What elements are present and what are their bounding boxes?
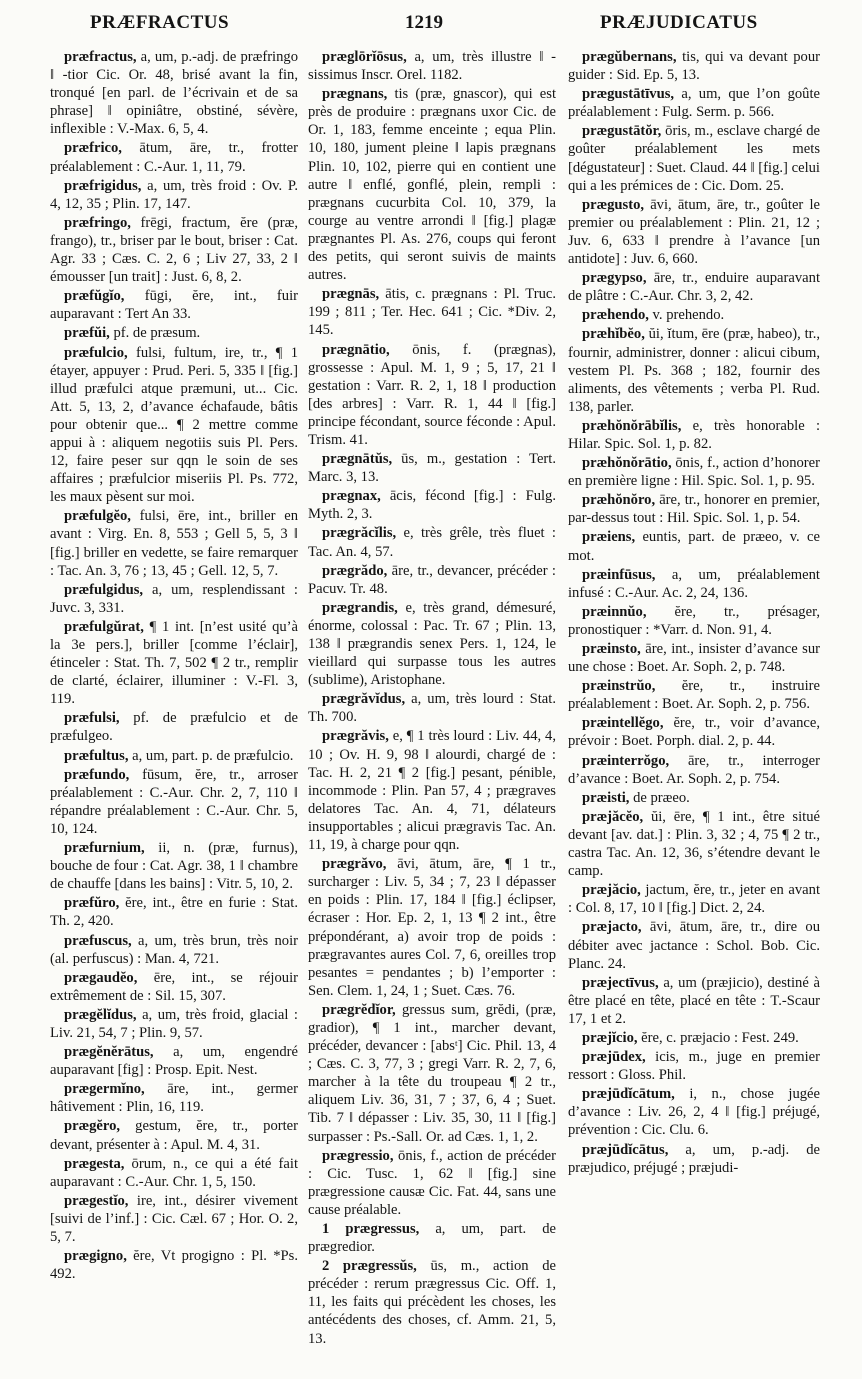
entry-definition: e, ¶ 1 très lourd : Liv. 44, 4, 10 ; Ov. H. 9, 98 ǁ alourdi, chargé de : Tac. H. 2, 21 ¶ 2 [fig.] pesant, pénible, incommode : Plin. Pan 57, 4 ; prægraves delatores Tac. An. 4, 71, délateurs insupportables ; alicui prægravis Tac. An. 11, 19, à charge pour qqn. [308,728,556,854]
dictionary-entry [50,1155,298,1191]
entry-definition: a, um, très froid, glacial : Liv. 21, 54, 7 ; Plin. 9, 57. [50,1006,298,1041]
dictionary-entry [568,918,820,972]
entry-definition: a, um, p.-adj. de præfringo ǁ -tior Cic. Or. 48, brisé avant la fin, tronqué [en parl. de l’écrivain et de sa phrase] ǁ opiniâtre, obstiné, sévère, inflexible : V.-Max. 6, 5, 4. [50,49,298,138]
entry-headword: prægressio, [322,1147,394,1164]
entry-headword: prægnans, [322,86,388,103]
entry-headword: præjăcio, [582,882,641,899]
dictionary-entry [568,789,820,807]
entry-headword: præinterrŏgo, [582,752,670,769]
entry-definition: tis (præ, gnascor), qui est près de produire : prægnans uxor Cic. de Or. 1, 183, femme enceinte ; equa Plin. 10, 180, jument pleine ǁ lapis prægnans Plin. 10, 102, pierre qui en contient une autre ǁ enflé, gonflé, plein, rempli : prægnans cucurbita Col. 10, 379, la courge au ventre arrondi ǁ [fig.] plagæ prægnantes Pl. As. 276, coups qui feront des petits, qui seront suivis de maints autres. [308,86,556,284]
dictionary-entry [50,709,298,745]
dictionary-entry [50,344,298,507]
entry-headword: prægesta, [64,1155,125,1172]
dictionary-entry [50,177,298,213]
dictionary-entry [568,808,820,880]
column-1 [50,48,298,1370]
entry-definition: ĕre, c. præjacio : Fest. 249. [637,1029,799,1046]
dictionary-entry [50,747,298,765]
dictionary-entry [568,1141,820,1177]
entry-headword: prægnātŭs, [322,451,393,468]
dictionary-entry [568,85,820,121]
entry-definition: ¶ 1 int. [n’est usité qu’à la 3e pers.], briller [comme l’éclair], étinceler : Stat. Th. 7, 502 ¶ 2 tr., remplir de clarté, éclairer, illuminer : V.-Fl. 3, 119. [50,618,298,708]
entry-definition: āre, tr., enduire auparavant de plâtre : C.-Aur. Chr. 3, 2, 42. [568,270,820,305]
entry-headword: prægrandis, [322,599,398,616]
dictionary-entry [50,894,298,930]
entry-definition: i, n., chose jugée d’avance : Liv. 26, 2, 4 ǁ [fig.] préjugé, prévention : Cic. Clu. 6. [568,1086,820,1139]
dictionary-entry [308,48,556,84]
entry-definition: a, um, préalablement infusé : C.-Aur. Ac. 2, 24, 136. [568,566,820,601]
entry-definition: ĕre, tr., instruire préalablement : Boet. Ar. Soph. 2, p. 756. [568,678,820,713]
entry-headword: prægrăvis, [322,728,389,745]
entry-definition: a, um, que l’on goûte préalablement : Fulg. Serm. p. 566. [568,86,820,121]
dictionary-entry [308,727,556,854]
dictionary-entry [50,48,298,138]
entry-headword: prægigno, [64,1248,127,1265]
dictionary-entry [50,839,298,893]
dictionary-entry [50,581,298,617]
column-2 [308,48,556,1370]
entry-headword: prægĕlĭdus, [64,1006,137,1023]
entry-headword: præfŭro, [64,895,120,912]
entry-headword: præfundo, [64,766,130,783]
dictionary-entry [50,1247,298,1283]
dictionary-entry [50,932,298,968]
entry-headword: præfrigidus, [64,177,142,194]
entry-definition: a, um, p.-adj. de præjudico, préjugé ; præjudi- [568,1141,820,1176]
entry-definition: gestum, ĕre, tr., porter devant, présenter à : Apul. M. 4, 31. [50,1118,298,1153]
entry-headword: prægnax, [322,488,381,505]
entry-headword: prægaudĕo, [64,969,138,986]
entry-headword: præinnŭo, [582,603,647,620]
dictionary-entry [50,324,298,342]
dictionary-entry [568,196,820,268]
entry-headword: prægustātŏr, [582,123,662,140]
dictionary-entry [568,603,820,639]
dictionary-entry [568,417,820,453]
dictionary-entry [50,1043,298,1079]
running-head [0,12,862,42]
entry-definition: fulsi, ēre, int., briller en avant : Virg. En. 8, 553 ; Gell 5, 5, 3 ǁ [fig.] briller en vedette, se faire remarquer : Tac. An. 3, 76 ; 13, 45 ; Gell. 12, 5, 7. [50,508,298,579]
entry-headword: 2 prægressŭs, [322,1258,417,1275]
dictionary-entry [308,562,556,598]
entry-definition: jactum, ĕre, tr., jeter en avant : Col. 8, 17, 10 ǁ [fig.] Dict. 2, 24. [568,882,820,917]
entry-headword: præhŏnŏrātio, [582,455,672,472]
entry-definition: ĕre, int., être en furie : Stat. Th. 2, 420. [50,895,298,930]
entry-definition: ōnis, f., action de précéder : Cic. Tusc. 1, 62 ǁ [fig.] sine prægressione causæ Cic. Fat. 44, sans une cause préalable. [308,1147,556,1218]
entry-definition: gressus sum, grĕdi, (præ, gradior), ¶ 1 int., marcher devant, précéder, devancer : [absᵗ] Cic. Phil. 13, 4 ; Cæs. C. 3, 77, 3 ; gregi Varr. R. 2, 7, 6, marcher à la tête du troupeau ¶ 2 tr., aliquem Liv. 36, 31, 7 ; 37, 6, 4 ; Suet. Tib. 7 ǁ dépasser : Liv. 35, 30, 11 ǁ [fig.] surpasser : Ps.-Sall. Or. ad Cæs. 1, 1, 2. [308,1001,556,1145]
entry-headword: præfulgĕo, [64,508,131,525]
dictionary-entry [568,491,820,527]
entry-headword: præfurnium, [64,840,145,857]
dictionary-entry [308,450,556,486]
entry-headword: præhŏnŏrābĭlis, [582,417,682,434]
entry-definition: a, um, très illustre ǁ -sissimus Inscr. Orel. 1182. [308,49,556,84]
dictionary-entry [568,640,820,676]
entry-headword: præglōrĭōsus, [322,49,407,65]
entry-definition: ācis, fécond [fig.] : Fulg. Myth. 2, 3. [308,488,556,523]
entry-definition: a, um, part. de prægredior. [308,1221,556,1256]
dictionary-entry [568,974,820,1028]
entry-headword: prægustātīvus, [582,86,675,103]
entry-headword: prægnātio, [322,341,390,358]
entry-definition: ātum, āre, tr., frotter préalablement : C.-Aur. 1, 11, 79. [50,140,298,175]
entry-headword: præintellĕgo, [582,715,664,732]
entry-definition: fulsi, fultum, ire, tr., ¶ 1 étayer, appuyer : Prud. Peri. 5, 335 ǁ [fig.] illud præfulci atque præmuni, ut... Cic. Att. 5, 13, 2, d’avance échafaude, bâtis pour obtenir que... ¶ 2 mettre comme appui à : aliquem negotiis suis Pl. Pers. 12, faire peser sur qqn le soin de ses affaires ; præfulcior miseriis Pl. Ps. 772, les maux pèsent sur moi. [50,344,298,506]
entry-headword: præjĭcio, [582,1029,638,1046]
entry-headword: prægĕro, [64,1118,121,1135]
entry-definition: a, um (præjicio), destiné à être placé en tête, placé en tête : T.-Scaur 17, 1 et 2. [568,974,820,1027]
entry-definition: fūgi, ĕre, int., fuir auparavant : Tert An 33. [50,288,298,323]
entry-headword: prægrăvo, [322,856,387,873]
dictionary-entry [50,1080,298,1116]
page-number: 1219 [405,12,443,33]
entry-headword: præinstrŭo, [582,678,656,695]
entry-headword: præfulgŭrat, [64,618,144,635]
dictionary-entry [50,1006,298,1042]
entry-definition: āre, tr., interroger d’avance : Boet. Ar. Soph. 2, p. 754. [568,752,820,787]
dictionary-entry [568,122,820,194]
dictionary-entry [568,528,820,564]
entry-definition: a, um, très lourd : Stat. Th. 700. [308,691,556,726]
entry-headword: præjūdĭcātus, [582,1141,669,1158]
entry-definition: a, um, engendré auparavant [fig] : Prosp. Epit. Nest. [50,1044,298,1079]
entry-headword: præfulcio, [64,344,128,361]
entry-definition: ēre, int., se réjouir extrêmement de : Sil. 15, 307. [50,969,298,1004]
dictionary-entry [568,269,820,305]
entry-headword: prægŭbernans, [582,49,677,65]
entry-definition: ātis, c. prægnans : Pl. Truc. 199 ; 811 ; Ter. Hec. 641 ; Cic. *Div. 2, 145. [308,286,556,339]
entry-headword: 1 prægressus, [322,1221,420,1237]
entry-definition: ūs, m., gestation : Tert. Marc. 3, 13. [308,451,556,486]
entry-definition: āvi, ātum, āre, ¶ 1 tr., surcharger : Liv. 5, 34 ; 7, 23 ǁ dépasser en poids : Plin. 17, 184 ǁ [fig.] éclipser, écraser : Hor. Ep. 2, 1, 13 ¶ 2 int., être prépondérant, a) avoir trop de poids : prægravantes aures Col. 7, 6, oreilles trop pesantes = pendantes ; b) l’emporter : Sen. Clem. 1, 24, 1 ; Suet. Cæs. 76. [308,856,556,999]
entry-headword: prægusto, [582,196,645,213]
dictionary-entry [308,1001,556,1146]
dictionary-entry [50,1117,298,1153]
entry-headword: prægypso, [582,270,647,287]
dictionary-entry [308,599,556,689]
entry-definition: āre, tr., devancer, précéder : Pacuv. Tr. 48. [308,562,556,597]
entry-definition: āvi, ātum, āre, tr., goûter le premier ou préalablement : Plin. 21, 12 ; Juv. 6, 633 ǁ prendre à l’avance [un antidote] : Juv. 6, 660. [568,196,820,268]
dictionary-entry [568,714,820,750]
entry-definition: tis, qui va devant pour guider : Sid. Ep. 5, 13. [568,49,820,84]
column-3 [568,48,820,1370]
dictionary-entry [50,618,298,708]
entry-headword: prægestĭo, [64,1192,129,1209]
entry-definition: āvi, ātum, āre, tr., dire ou débiter avec jactance : Schol. Bob. Cic. Planc. 24. [568,919,820,972]
entry-definition: a, um, très brun, très noir (al. perfuscus) : Man. 4, 721. [50,932,298,967]
entry-headword: præjectīvus, [582,974,659,991]
entry-definition: ŭi, ĭtum, ēre (præ, habeo), tr., fournir, administrer, donner : alicui cibum, vestem Pl. Ps. 368 ; 182, fournir des aliments, des vêtements ; verba Pl. Rud. 138, parler. [568,326,820,415]
entry-definition: ōnis, f. (prægnas), grossesse : Apul. M. 1, 9 ; 5, 17, 21 ǁ gestation : Varr. R. 2, 1, 18 ǁ production [des arbres] : Varr. R. 1, 44 ǁ [fig.] principe fécondant, source féconde : Apul. Trism. 41. [308,341,556,448]
entry-headword: præfultus, [64,747,129,764]
entry-definition: e, très honorable : Hilar. Spic. Sol. 1, p. 82. [568,417,820,452]
entry-definition: ii, n. (præ, furnus), bouche de four : Cat. Agr. 38, 1 ǁ chambre de chauffe [dans les bains] : Vitr. 5, 10, 2. [50,840,298,893]
entry-headword: præiens, [582,529,636,546]
dictionary-entry [568,752,820,788]
entry-headword: præfŭgĭo, [64,288,125,305]
header-last-word: PRÆJUDICATUS [600,12,758,33]
entry-definition: ōnis, f., action d’honorer en première ligne : Hil. Spic. Sol. 1, p. 95. [568,455,820,490]
entry-definition: pf. de præsum. [109,325,201,342]
entry-headword: prægrăvĭdus, [322,691,406,708]
entry-definition: frēgi, fractum, ĕre (præ, frango), tr., briser par le bout, briser : Cat. Agr. 33 ; Cæs. C. 2, 6 ; Liv 27, 33, 2 ǁ émousser [un trait] : Just. 6, 8, 2. [50,214,298,286]
entry-headword: prægĕnĕrātus, [64,1044,154,1061]
entry-headword: præjacto, [582,919,642,936]
entry-headword: præfrico, [64,140,122,157]
entry-definition: de præeo. [629,789,690,806]
entry-headword: præinfūsus, [582,566,656,583]
dictionary-entry [308,85,556,284]
entry-headword: præfŭi, [64,325,110,342]
dictionary-entry [308,285,556,339]
header-first-word: PRÆFRACTUS [90,12,230,33]
entry-definition: ĕre, tr., présager, pronostiquer : *Varr. d. Non. 91, 4. [568,603,820,638]
entry-headword: præhendo, [582,307,649,324]
entry-definition: a, um, part. p. de præfulcio. [128,747,294,764]
dictionary-entry [50,287,298,323]
entry-headword: præjūdĭcātum, [582,1086,675,1103]
entry-headword: prægrădo, [322,562,388,579]
entry-definition: euntis, part. de præeo, v. ce mot. [568,529,820,564]
entry-definition: ĕre, Vt progigno : Pl. *Ps. 492. [50,1248,298,1283]
dictionary-entry [568,1029,820,1047]
entry-headword: præfuscus, [64,932,132,949]
dictionary-entry [568,454,820,490]
dictionary-entry [568,677,820,713]
entry-headword: præjūdex, [582,1049,646,1066]
dictionary-entry [568,325,820,415]
entry-definition: āre, tr., honorer en premier, par-dessus tout : Hil. Spic. Sol. 1, p. 54. [568,492,820,527]
entry-definition: ūs, m., action de précéder : rerum prægressus Cic. Off. 1, 11, les faits qui précèdent les choses, les antécédents des choses, cf. Amm. 21, 5, 13. [308,1258,556,1347]
dictionary-entry [308,855,556,1000]
entry-headword: præhŏnŏro, [582,492,656,509]
dictionary-entry [50,969,298,1005]
entry-definition: ĕre, tr., voir d’avance, prévoir : Boet. Porph. dial. 2, p. 44. [568,715,820,750]
entry-definition: ire, int., désirer vivement [suivi de l’inf.] : Cic. Cæl. 67 ; Hor. O. 2, 5, 7. [50,1192,298,1245]
entry-headword: præisti, [582,789,630,806]
entry-definition: v. prehendo. [648,307,725,324]
dictionary-entry [308,1257,556,1347]
entry-definition: a, um, resplendissant : Juvc. 3, 331. [50,581,298,616]
dictionary-entry [568,48,820,84]
dictionary-entry [308,1220,556,1256]
dictionary-entry [568,1085,820,1139]
dictionary-entry [568,306,820,324]
entry-headword: præfulsi, [64,710,120,727]
entry-definition: ōris, m., esclave chargé de goûter préalablement les mets [dégustateur] : Suet. Claud. 44 ǁ [fig.] celui qui a les prémices de : Cic. Dom. 25. [568,123,820,194]
dictionary-entry [308,341,556,450]
dictionary-entry [568,1048,820,1084]
dictionary-entry [308,487,556,523]
entry-headword: præjăcĕo, [582,808,644,825]
dictionary-entry [568,881,820,917]
entry-definition: āre, int., insister d’avance sur une chose : Boet. Ar. Soph. 2, p. 748. [568,641,820,676]
dictionary-entry [568,566,820,602]
entry-headword: prægnās, [322,286,380,303]
dictionary-entry [50,507,298,579]
entry-definition: ōrum, n., ce qui a été fait auparavant : C.-Aur. Chr. 1, 5, 150. [50,1155,298,1190]
entry-definition: āre, int., germer hâtivement : Plin, 16, 119. [50,1081,298,1116]
entry-headword: præfulgidus, [64,581,144,598]
entry-headword: prægermĭno, [64,1081,145,1098]
entry-headword: prægrăcĭlis, [322,525,397,542]
entry-headword: præinsto, [582,641,641,657]
entry-headword: præfractus, [64,49,137,65]
entry-definition: ŭi, ēre, ¶ 1 int., être situé devant [av. dat.] : Plin. 3, 32 ; 4, 75 ¶ 2 tr., castra Tac. An. 12, 36, s’étendre devant le camp. [568,808,820,880]
dictionary-entry [50,214,298,286]
dictionary-entry [308,524,556,560]
entry-definition: e, très grêle, très fluet : Tac. An. 4, 57. [308,525,556,560]
entry-definition: icis, m., juge en premier ressort : Gloss. Phil. [568,1049,820,1084]
dictionary-entry [50,766,298,838]
entry-definition: pf. de præfulcio et de præfulgeo. [50,710,298,745]
entry-definition: fūsum, ĕre, tr., arroser préalablement : C.-Aur. Chr. 2, 7, 110 ǁ répandre préalablement : C.-Aur. Chr. 5, 10, 124. [50,766,298,837]
dictionary-entry [308,1147,556,1219]
dictionary-entry [50,1192,298,1246]
entry-headword: præhĭbĕo, [582,326,645,343]
entry-definition: e, très grand, démesuré, énorme, colossal : Pac. Tr. 67 ; Plin. 13, 138 ǁ prægrandis senex Pers. 1, 124, le vieillard qui surpasse tous les autres (sublime), Aristophane. [308,599,556,689]
dictionary-entry [50,139,298,175]
entry-headword: prægrĕdĭor, [322,1001,396,1018]
dictionary-entry [308,690,556,726]
entry-definition: a, um, très froid : Ov. P. 4, 12, 35 ; Plin. 17, 147. [50,177,298,212]
entry-headword: præfringo, [64,214,131,231]
